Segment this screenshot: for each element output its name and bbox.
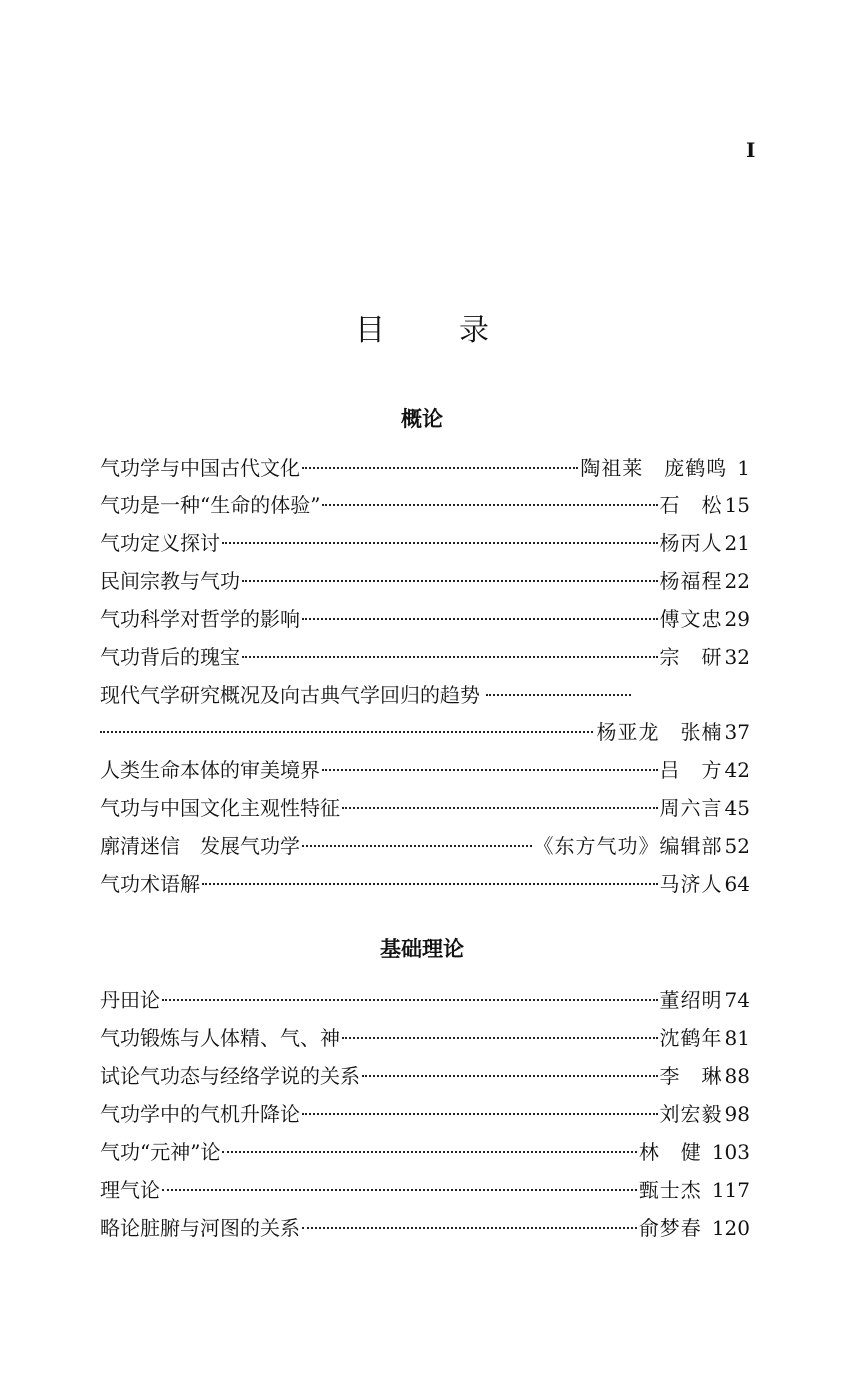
entry-author: 沈鹤年: [659, 1026, 723, 1050]
toc-entry: [100, 489, 750, 519]
entry-title: 现代气学研究概况及向古典气学回归的趋势: [100, 683, 480, 707]
entry-author: 吕 方: [659, 758, 723, 782]
entry-author: 《东方气功》编辑部: [533, 834, 723, 858]
entry-title: 廓清迷信 发展气功学: [100, 834, 300, 858]
entry-title: 气功学与中国古代文化: [100, 456, 300, 480]
entry-title: 人类生命本体的审美境界: [100, 758, 320, 782]
leader-dots: [322, 503, 657, 506]
entry-author: 宗 研: [659, 645, 723, 669]
toc-entry-line1: [100, 679, 750, 709]
entry-title: 气功科学对哲学的影响: [100, 607, 300, 631]
entry-page: 98: [724, 1102, 750, 1126]
entry-title: 丹田论: [100, 988, 160, 1012]
entry-author: 杨福程: [659, 569, 723, 593]
entry-page: 64: [724, 872, 750, 896]
leader-dots: [486, 693, 631, 696]
entry-page: 21: [724, 531, 750, 555]
entry-title: 略论脏腑与河图的关系: [100, 1216, 300, 1240]
page-number: I: [746, 138, 756, 162]
entry-page: 45: [724, 796, 750, 820]
entry-title: 试论气功态与经络学说的关系: [100, 1064, 360, 1088]
leader-dots: [342, 1036, 658, 1039]
entry-page: 117: [711, 1178, 750, 1202]
entry-title: 气功学中的气机升降论: [100, 1102, 300, 1126]
leader-dots: [302, 844, 532, 847]
entry-author: 周六言: [659, 796, 723, 820]
toc-entry-line2: [100, 716, 750, 746]
toc-entry: [100, 1060, 750, 1090]
toc-title: 目录: [355, 313, 563, 348]
leader-dots: [162, 998, 658, 1001]
entry-author: 傅文忠: [659, 607, 723, 631]
leader-dots: [222, 541, 658, 544]
entry-page: 74: [724, 988, 750, 1012]
entry-author: 甄士杰: [638, 1178, 702, 1202]
entry-title: 气功与中国文化主观性特征: [100, 796, 340, 820]
entry-author: 杨亚龙 张楠: [596, 720, 723, 744]
entry-page: 88: [724, 1064, 750, 1088]
entry-page: 42: [724, 758, 750, 782]
entry-title: 气功术语解: [100, 872, 200, 896]
entry-page: 37: [724, 720, 750, 744]
entry-title: 气功“元神”论: [100, 1140, 221, 1164]
leader-dots: [162, 1188, 637, 1191]
toc-entry: [100, 1174, 750, 1204]
toc-entry: [100, 984, 750, 1014]
entry-title: 理气论: [100, 1178, 160, 1202]
leader-dots: [222, 1150, 636, 1153]
leader-dots: [100, 730, 593, 733]
toc-entry: [100, 527, 750, 557]
leader-dots: [242, 655, 658, 658]
leader-dots: [302, 466, 578, 469]
entry-author: 李 琳: [659, 1064, 723, 1088]
entry-author: 石 松: [659, 493, 723, 517]
toc-entry: [100, 565, 750, 595]
toc-entry: [100, 830, 750, 860]
section-heading-basic-theory: 基础理论: [380, 937, 464, 961]
leader-dots: [302, 1226, 637, 1229]
toc-entry: [100, 1136, 750, 1166]
entry-page: 15: [724, 493, 750, 517]
leader-dots: [322, 768, 658, 771]
toc-entry: [100, 1098, 750, 1128]
entry-page: 29: [724, 607, 750, 631]
leader-dots: [202, 882, 658, 885]
entry-author: 杨丙人: [659, 531, 723, 555]
toc-entry: [100, 792, 750, 822]
entry-author: 俞梦春: [638, 1216, 702, 1240]
leader-dots: [302, 1112, 658, 1115]
entry-page: 103: [711, 1140, 750, 1164]
entry-page: 22: [724, 569, 750, 593]
toc-entry: [100, 603, 750, 633]
entry-page: 52: [724, 834, 750, 858]
entry-author: 林 健: [638, 1140, 702, 1164]
entry-title: 气功锻炼与人体精、气、神: [100, 1026, 340, 1050]
section-heading-overview: 概论: [401, 407, 443, 431]
entry-title: 民间宗教与气功: [100, 569, 240, 593]
entry-author: 董绍明: [659, 988, 723, 1012]
toc-entry: [100, 1022, 750, 1052]
entry-title: 气功定义探讨: [100, 531, 220, 555]
leader-dots: [362, 1074, 658, 1077]
toc-entry: [100, 1212, 750, 1242]
entry-page: 120: [711, 1216, 750, 1240]
entry-author: 陶祖莱 庞鹤鸣: [580, 456, 728, 480]
leader-dots: [302, 617, 658, 620]
entry-author: 马济人: [659, 872, 723, 896]
toc-entry: [100, 754, 750, 784]
entry-author: 刘宏毅: [659, 1102, 723, 1126]
toc-entry: [100, 452, 750, 482]
toc-entry: [100, 641, 750, 671]
leader-dots: [342, 806, 658, 809]
entry-page: 81: [724, 1026, 750, 1050]
leader-dots: [242, 579, 658, 582]
toc-entry: [100, 868, 750, 898]
entry-page: 1: [737, 456, 750, 480]
entry-title: 气功背后的瑰宝: [100, 645, 240, 669]
entry-title: 气功是一种“生命的体验”: [100, 493, 321, 517]
entry-page: 32: [724, 645, 750, 669]
